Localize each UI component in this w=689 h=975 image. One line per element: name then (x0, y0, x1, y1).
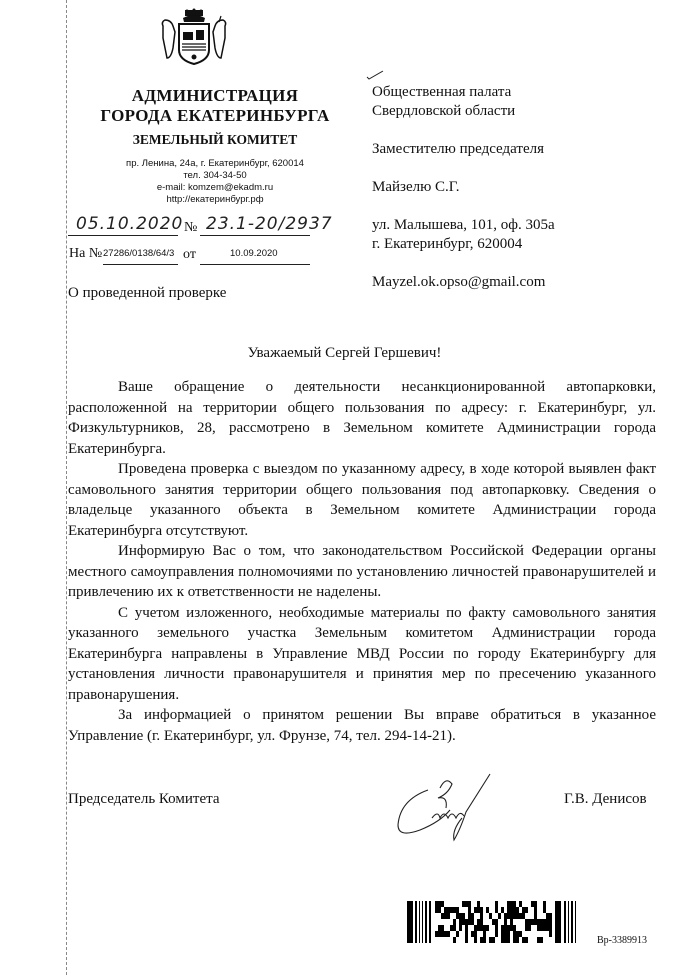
sender-address: пр. Ленина, 24а, г. Екатеринбург, 620014 (126, 158, 304, 169)
greeting: Уважаемый Сергей Гершевич! (247, 345, 442, 361)
document-code: Вр-3389913 (597, 935, 647, 946)
reply-date-underline (200, 264, 310, 265)
sender-org-line2: ГОРОДА ЕКАТЕРИНБУРГА (100, 106, 330, 125)
sender-department: ЗЕМЕЛЬНЫЙ КОМИТЕТ (132, 132, 298, 147)
signatory-title: Председатель Комитета (68, 791, 220, 807)
subject-line: О проведенной проверке (68, 285, 227, 301)
checkmark-icon (366, 70, 384, 80)
recipient-block (372, 83, 555, 292)
recipient-email[interactable]: Mayzel.ok.opso@gmail.com (372, 274, 546, 290)
from-label: от (183, 247, 196, 262)
reply-to-label: На № (69, 246, 103, 261)
recipient-street: ул. Малышева, 101, оф. 305а (372, 217, 555, 233)
body-paragraph: Информирую Вас о том, что законодательством Российской Федерации органы местного самоуправления полномочиями по установлению личностей правонарушителей и привлечению их к ответственности не наделены. (68, 543, 656, 600)
recipient-name: Майзелю С.Г. (372, 179, 460, 195)
reply-to-date: 10.09.2020 (230, 248, 278, 259)
recipient-city: г. Екатеринбург, 620004 (372, 236, 523, 252)
recipient-position: Заместителю председателя (372, 141, 545, 157)
number-sign: № (184, 220, 198, 235)
sender-website[interactable]: http://екатеринбург.рф (166, 194, 264, 205)
reply-to-number: 27286/0138/64/3 (103, 248, 175, 259)
body-paragraph: Ваше обращение о деятельности несанкционированной автопарковки, расположенной на территории общего пользования по адресу: г. Екатеринбург, ул. Физкультурников, 28, рассмотрено в Земельном комитете Администрации города Екатеринбурга. (68, 379, 656, 457)
signatory-name: Г.В. Денисов (564, 791, 647, 807)
barcode-icon (407, 901, 582, 947)
margin-line (66, 0, 67, 975)
sender-org-line1: АДМИНИСТРАЦИЯ (131, 86, 299, 105)
reply-number-underline (103, 264, 178, 265)
registration-date: 05.10.2020 (76, 214, 184, 234)
date-underline (68, 235, 178, 236)
sender-email[interactable]: e-mail: komzem@ekadm.ru (156, 182, 274, 193)
letter-body (68, 377, 656, 746)
coat-of-arms-icon (157, 8, 231, 68)
recipient-org-line2: Свердловской области (372, 103, 516, 119)
body-paragraph: За информацией о принятом решении Вы вправе обратиться в указанное Управление (г. Екатеринбург, ул. Фрунзе, 74, тел. 294-14-21). (68, 707, 656, 744)
signature-icon (390, 770, 530, 845)
registration-number: 23.1-20/2937 (206, 214, 333, 234)
recipient-org-line1: Общественная палата (372, 84, 512, 100)
body-paragraph: Проведена проверка с выездом по указанному адресу, в ходе которой выявлен факт самовольного занятия территории общего пользования под автопарковку. Сведения о владельце указанного объекта в Земельном комитете Администрации города Екатеринбурга отсутствуют. (68, 461, 656, 539)
number-underline (200, 235, 310, 236)
sender-block (70, 86, 360, 206)
body-paragraph: С учетом изложенного, необходимые материалы по факту самовольного занятия указанного земельного участка Земельным комитетом Администрации города Екатеринбурга направлены в Управление МВД России по городу Екатеринбургу для установления личности правонарушителя и принятия мер по пресечению указанного правонарушения. (68, 604, 656, 703)
sender-phone: тел. 304-34-50 (183, 170, 247, 181)
